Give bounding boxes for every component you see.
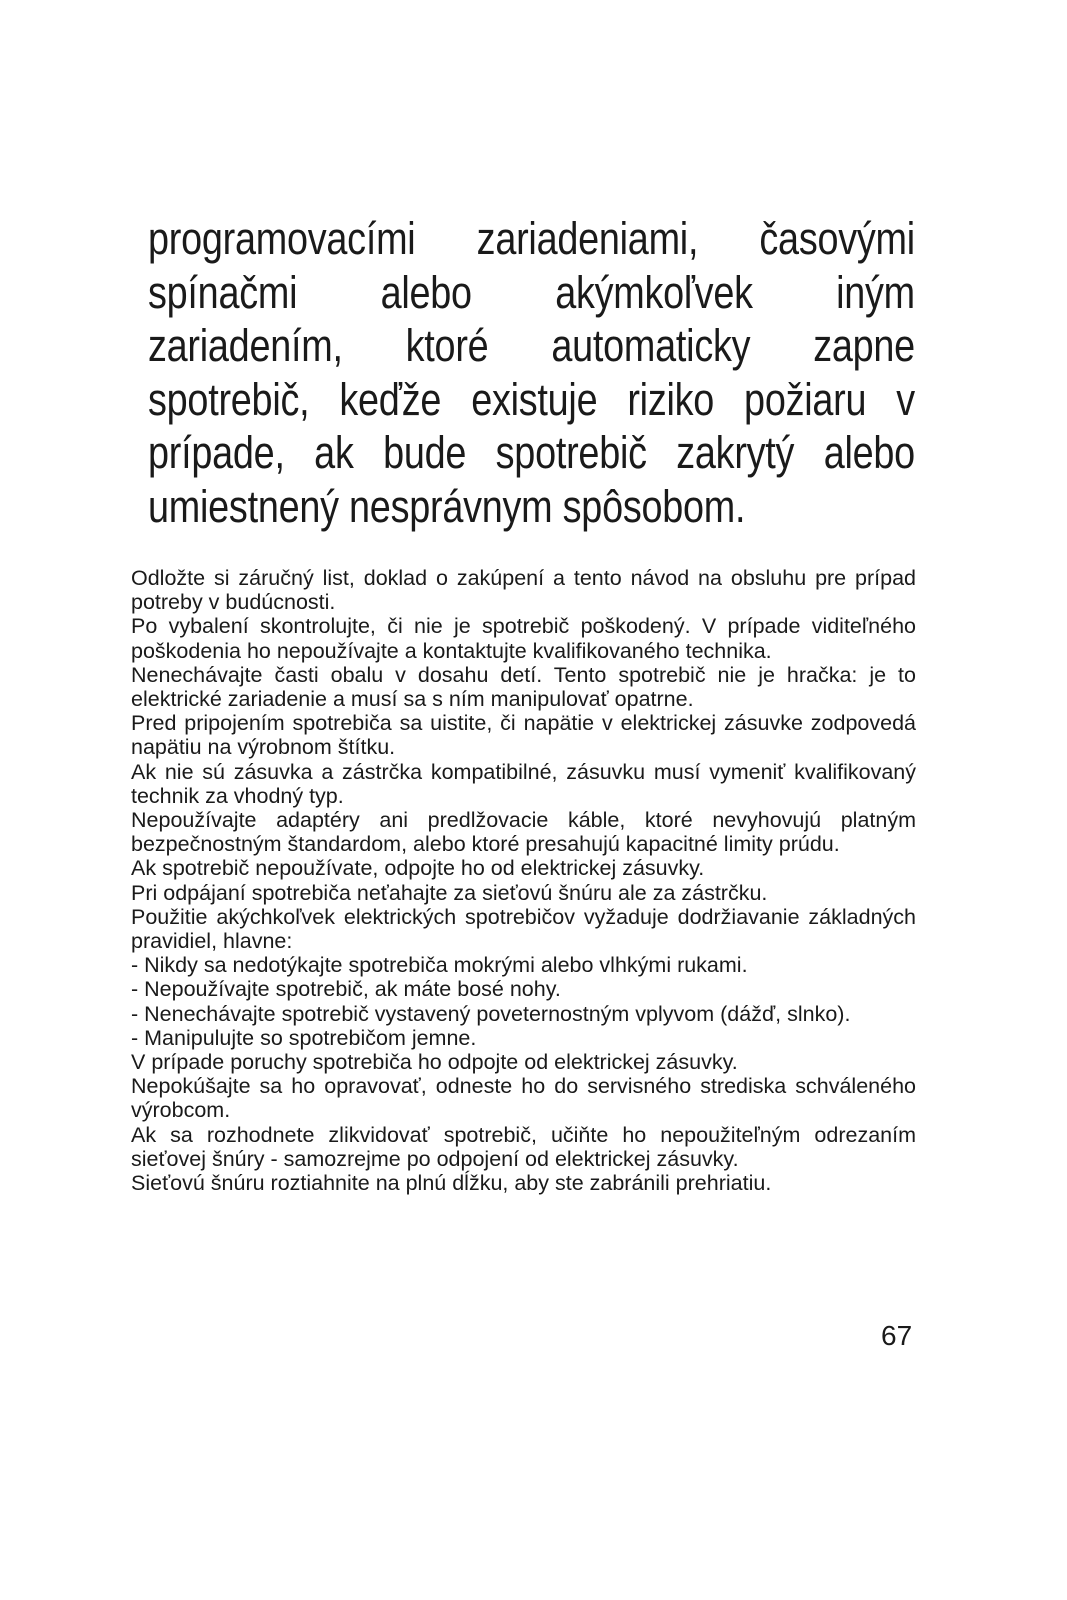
paragraph: Ak nie sú zásuvka a zástrčka kompatibilné, zásuvku musí vymeniť kvalifikovaný technik za vhodný typ. (131, 759, 916, 808)
paragraph: Pri odpájaní spotrebiča neťahajte za sieťovú šnúru ale za zástrčku. (131, 880, 768, 905)
paragraph: V prípade poruchy spotrebiča ho odpojte od elektrickej zásuvky. (131, 1050, 738, 1075)
paragraph: Použitie akýchkoľvek elektrických spotrebičov vyžaduje dodržiavanie základných pravidiel, hlavne: (131, 904, 916, 954)
paragraph: Ak sa rozhodnete zlikvidovať spotrebič, učiňte ho nepoužiteľným odrezaním sieťovej šnúry - samozrejme po odpojení od elektrickej zásuvky. (131, 1122, 916, 1171)
warning-line: programovacími zariadeniami, časovými (148, 213, 915, 264)
list-item: - Nenechávajte spotrebič vystavený poveternostným vplyvom (dážď, slnko). (131, 1001, 851, 1026)
list-item: - Nepoužívajte spotrebič, ak máte bosé nohy. (131, 977, 561, 1002)
warning-line: spínačmi alebo akýmkoľvek iným (148, 266, 915, 318)
paragraph: Nenechávajte časti obalu v dosahu detí. Tento spotrebič nie je hračka: je to elektrické zariadenie a musí sa s ním manipulovať opatrne. (131, 662, 916, 712)
list-item: - Manipulujte so spotrebičom jemne. (131, 1025, 477, 1050)
paragraph: Nepokúšajte sa ho opravovať, odneste ho do servisného strediska schváleného výrobcom. (131, 1074, 916, 1123)
paragraph: Sieťovú šnúru roztiahnite na plnú dĺžku, aby ste zabránili prehriatiu. (131, 1171, 772, 1196)
page-number: 67 (881, 1320, 913, 1351)
paragraph: Ak spotrebič nepoužívate, odpojte ho od elektrickej zásuvky. (131, 856, 705, 881)
paragraph: Odložte si záručný list, doklad o zakúpení a tento návod na obsluhu pre prípad potreby v budúcnosti. (131, 566, 916, 615)
warning-line: zariadením, ktoré automaticky zapne (148, 320, 915, 371)
safety-instructions (131, 566, 916, 1195)
warning-line: spotrebič, keďže existuje riziko požiaru v (148, 373, 915, 425)
paragraph: Pred pripojením spotrebiča sa uistite, či napätie v elektrickej zásuvke zodpovedá napätiu na výrobnom štítku. (131, 711, 916, 760)
paragraph: Po vybalení skontrolujte, či nie je spotrebič poškodený. V prípade viditeľného poškodenia ho nepoužívajte a kontaktujte kvalifikovaného technika. (131, 614, 916, 663)
list-item: - Nikdy sa nedotýkajte spotrebiča mokrými alebo vlhkými rukami. (131, 953, 748, 978)
warning-line: umiestnený nesprávnym spôsobom. (148, 480, 746, 532)
paragraph: Nepoužívajte adaptéry ani predlžovacie káble, ktoré nevyhovujú platným bezpečnostným štandardom, alebo ktoré presahujú kapacitné limity prúdu. (131, 808, 916, 857)
warning-text (148, 212, 915, 533)
warning-line: prípade, ak bude spotrebič zakrytý alebo (148, 427, 915, 478)
